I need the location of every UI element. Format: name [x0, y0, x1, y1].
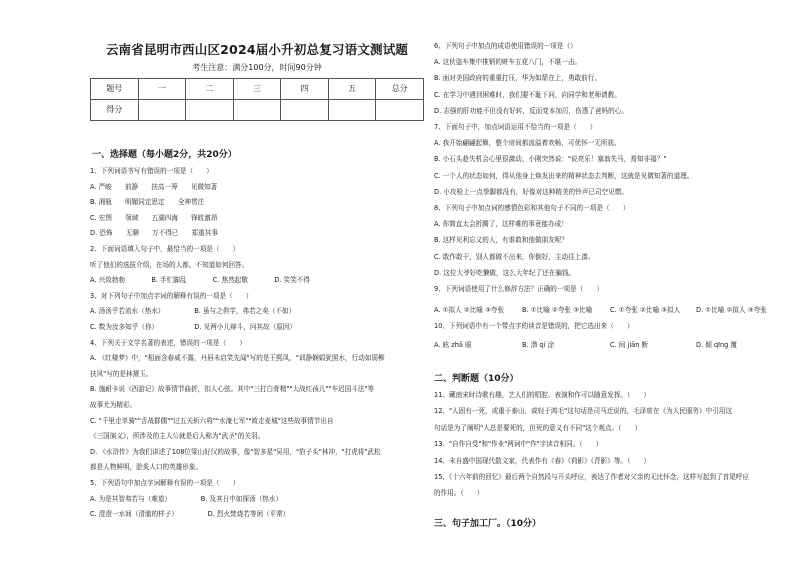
judge-line: 13、"自作自受"和"作业"两词中"作"字读音相同。（ ） — [434, 440, 603, 449]
page-title: 云南省昆明市西山区2024届小升初总复习语文测试题 — [105, 42, 409, 57]
q10-option: C. 间 jiān 断 — [610, 341, 649, 349]
section-title-sentence: 三、句子加工厂。（10分） — [434, 519, 542, 529]
score-cell — [233, 100, 281, 121]
question-line: C. 敢作敢干，别人都做不出来，你倒好，主动往上凑。 — [434, 252, 595, 261]
score-cell — [281, 100, 329, 121]
q10-option: A. 眩 zhā 眼 — [434, 341, 472, 349]
question-line: D. 志强的肝功能不但没有好转，反而变本加厉，伤透了爸妈的心。 — [434, 106, 628, 115]
question-line: 2、下面词语填入句子中，最恰当的一项是（ ） — [90, 245, 240, 253]
q10-option: B. 潜 qí 涂 — [522, 341, 555, 349]
question-line: C. 在学习中遇到困难时，我们要不耻下问，向同学和老师请教。 — [434, 90, 621, 99]
judge-line: 句话是为了阐明"人总是要死的，但死的意义有不同"这个观点。（ ） — [434, 423, 642, 432]
score-cell — [376, 100, 424, 121]
score-header-cell: 三 — [233, 79, 281, 100]
score-table-header-row — [91, 79, 424, 100]
question-line: A. 兴致勃勃 B. 手忙脚乱 C. 焦然起敬 D. 笑笑不得 — [90, 276, 310, 285]
question-line: 1、下列词语书写有错误的一项是（ ） — [90, 167, 213, 175]
question-line: A. 汤汤乎若流水（热水） B. 虽与之俱学，弗若之矣（不如） — [90, 307, 296, 316]
score-header-cell: 总分 — [376, 79, 424, 100]
score-table — [90, 78, 424, 121]
score-cell — [328, 100, 376, 121]
question-line: 故事尤为精彩。 — [90, 401, 137, 409]
question-line: 听了他们的选拔介绍，在场的人都，不知道如何回答。 — [90, 260, 249, 269]
question-line: A. 这伙盗车集中推销的赃车五花八门，不堪一击。 — [434, 58, 582, 67]
question-line: B. 这样见利忘义的人，有谁敢和他做朋友呢？ — [434, 236, 568, 245]
q9-option: C. ①夸张 ②比喻 ③拟人 — [610, 306, 681, 314]
score-header-cell: 题号 — [91, 79, 139, 100]
score-header-cell: 一 — [138, 79, 186, 100]
q9-option: D. ①比喻 ②拟人 ③夸张 — [696, 306, 767, 314]
question-line: A. 《红楼梦》中，"相面含春威不露，丹唇未启笑先闻"写的是王熙凤，"训静娴娟犹照水，行动如弱柳 — [90, 354, 385, 363]
question-line: D. 《水浒传》为我们讲述了108位梁山好汉的故事，像"智多星"吴用，"豹子头"林冲，"打虎将"武松 — [90, 447, 381, 456]
question-line: 7、下面句子中，加点词语运用不恰当的一项是（ ） — [434, 123, 597, 131]
section-title-choice: 一、选择题（每小题2分，共20分） — [92, 150, 237, 160]
question-line: D. 恐怖 无聊 万不得已 郑重其事 — [90, 229, 218, 238]
section-title-judge: 二、判断题（10分） — [434, 374, 519, 384]
score-header-cell: 二 — [186, 79, 234, 100]
score-table-score-row — [91, 100, 424, 121]
judge-line: 11、藏南宋时诗歌有趣，艺人们的唱腔、表演和作可以随意发挥。（ ） — [434, 391, 651, 399]
judge-line: 12、"人固有一死，或重于泰山，或轻于鸿毛"这句话是司马迁说的。毛泽席在《为人民服务》中引用这 — [434, 407, 732, 416]
question-line-q10: 10、下列词语中有一个带点字的读音是错误的，把它选出来（ ） — [434, 322, 634, 330]
question-line: B. 湘瓶 明媚同定思定 全神贯注 — [90, 198, 205, 207]
question-line: B. 面对美国政府的重重打压，华为如箭在上，勇敢前行。 — [434, 74, 601, 83]
question-line: A. 我开始翩翩起舞，整个房间都流溢着欢畅，可优怀一无所获。 — [434, 139, 621, 148]
question-line: A. 严峻 前静 扶高一筹 见微知著 — [90, 182, 218, 191]
q10-option: D. 倾 qīng 覆 — [696, 341, 738, 349]
question-line: 6、下列句子中加点的成语使用错误的一项是（） — [434, 42, 577, 50]
q9-option: B. ①比喻 ②夸张 ③比喻 — [522, 306, 593, 314]
question-line: A. 为是其智弗若与（难道） B. 及其日中如探汤（热水） — [90, 494, 283, 503]
question-line: C. 澄澄一水间（清澈的样子） D. 烈火焚烧若等闲（平常） — [90, 510, 290, 519]
score-header-cell: 五 — [328, 79, 376, 100]
question-line: 3、对下列句子中加点字词的解释有误的一项是（ ） — [90, 291, 253, 300]
score-cell — [138, 100, 186, 121]
question-line: C. 一个人的状态如何，得从他身上焕发出来的精神状态去判断，这就是见微知著的道理。 — [434, 171, 694, 180]
question-line: D. 小攻检上一点拳脚都没有，好像对这种精美的铃声已司空见惯。 — [434, 187, 628, 196]
judge-line: 15、《十六年前的回忆》最后两个自然段与开头呼应，表达了作者对父亲的无比怀念，这样写起到了首尾呼应 — [434, 473, 749, 481]
question-line: C. 宏图 领域 五湖四海 锋眈激昂 — [90, 213, 218, 222]
score-row-label: 得分 — [91, 100, 139, 121]
question-line: C. 数为汝多知乎（你） D. 见两小儿辩斗，问其故（原因） — [90, 323, 296, 331]
q9-option: A. ①拟人 ②比喻 ③夸张 — [434, 306, 505, 314]
score-cell — [186, 100, 234, 121]
question-line: A. 你简直太会折腾了，这样难的事竟能办成！ — [434, 220, 568, 229]
question-line: 都是人物鲜明，脍炙人口的英雄形象。 — [90, 463, 203, 472]
question-line: B. 小石头趁失机会心里很激动，小刚突然说："说亮乐！塞翁失马，焉知非福？" — [434, 155, 667, 164]
question-line: D. 这位大爷好吃懒做，这么大年纪了还在骗钱。 — [434, 268, 576, 277]
question-line: B. 施耐卡说《西游记》故事情节曲折，扣人心弦。其中"三打白骨精""大战红孩儿""车迟国斗法"等 — [90, 385, 375, 394]
question-line: C. "千里走单骑""舌战群儒""过五关斩六将""水淹七军""败走麦城"这些故事情节出自 — [90, 416, 334, 425]
question-line: 5、下列语句中加点字词解释有误的一项是（ ） — [90, 479, 240, 487]
score-header-cell: 四 — [281, 79, 329, 100]
question-line: 扶风"写的是林黛玉。 — [90, 369, 153, 378]
question-line: 8、下列句子中加点词的感情色彩和其他句子不同的一项是（ ） — [434, 204, 630, 212]
question-line: 9、下列词语使用了什么修辞方法？正确的一项是（ ） — [434, 285, 604, 293]
question-line: 4、下列关于文学名著的表述，错误的一项是（ ） — [90, 338, 246, 347]
question-line: 《三国演义》，所涉及的主人公就是后人称为"武圣"的关羽。 — [90, 432, 265, 441]
exam-notice: 考生注意：满分100分，时间90分钟 — [192, 63, 322, 72]
judge-line: 的作用。（ ） — [434, 489, 484, 498]
judge-line: 14、未自盛中国现代散文家，代表作有《春》《荷影》《背影》等。（ ） — [434, 456, 651, 465]
